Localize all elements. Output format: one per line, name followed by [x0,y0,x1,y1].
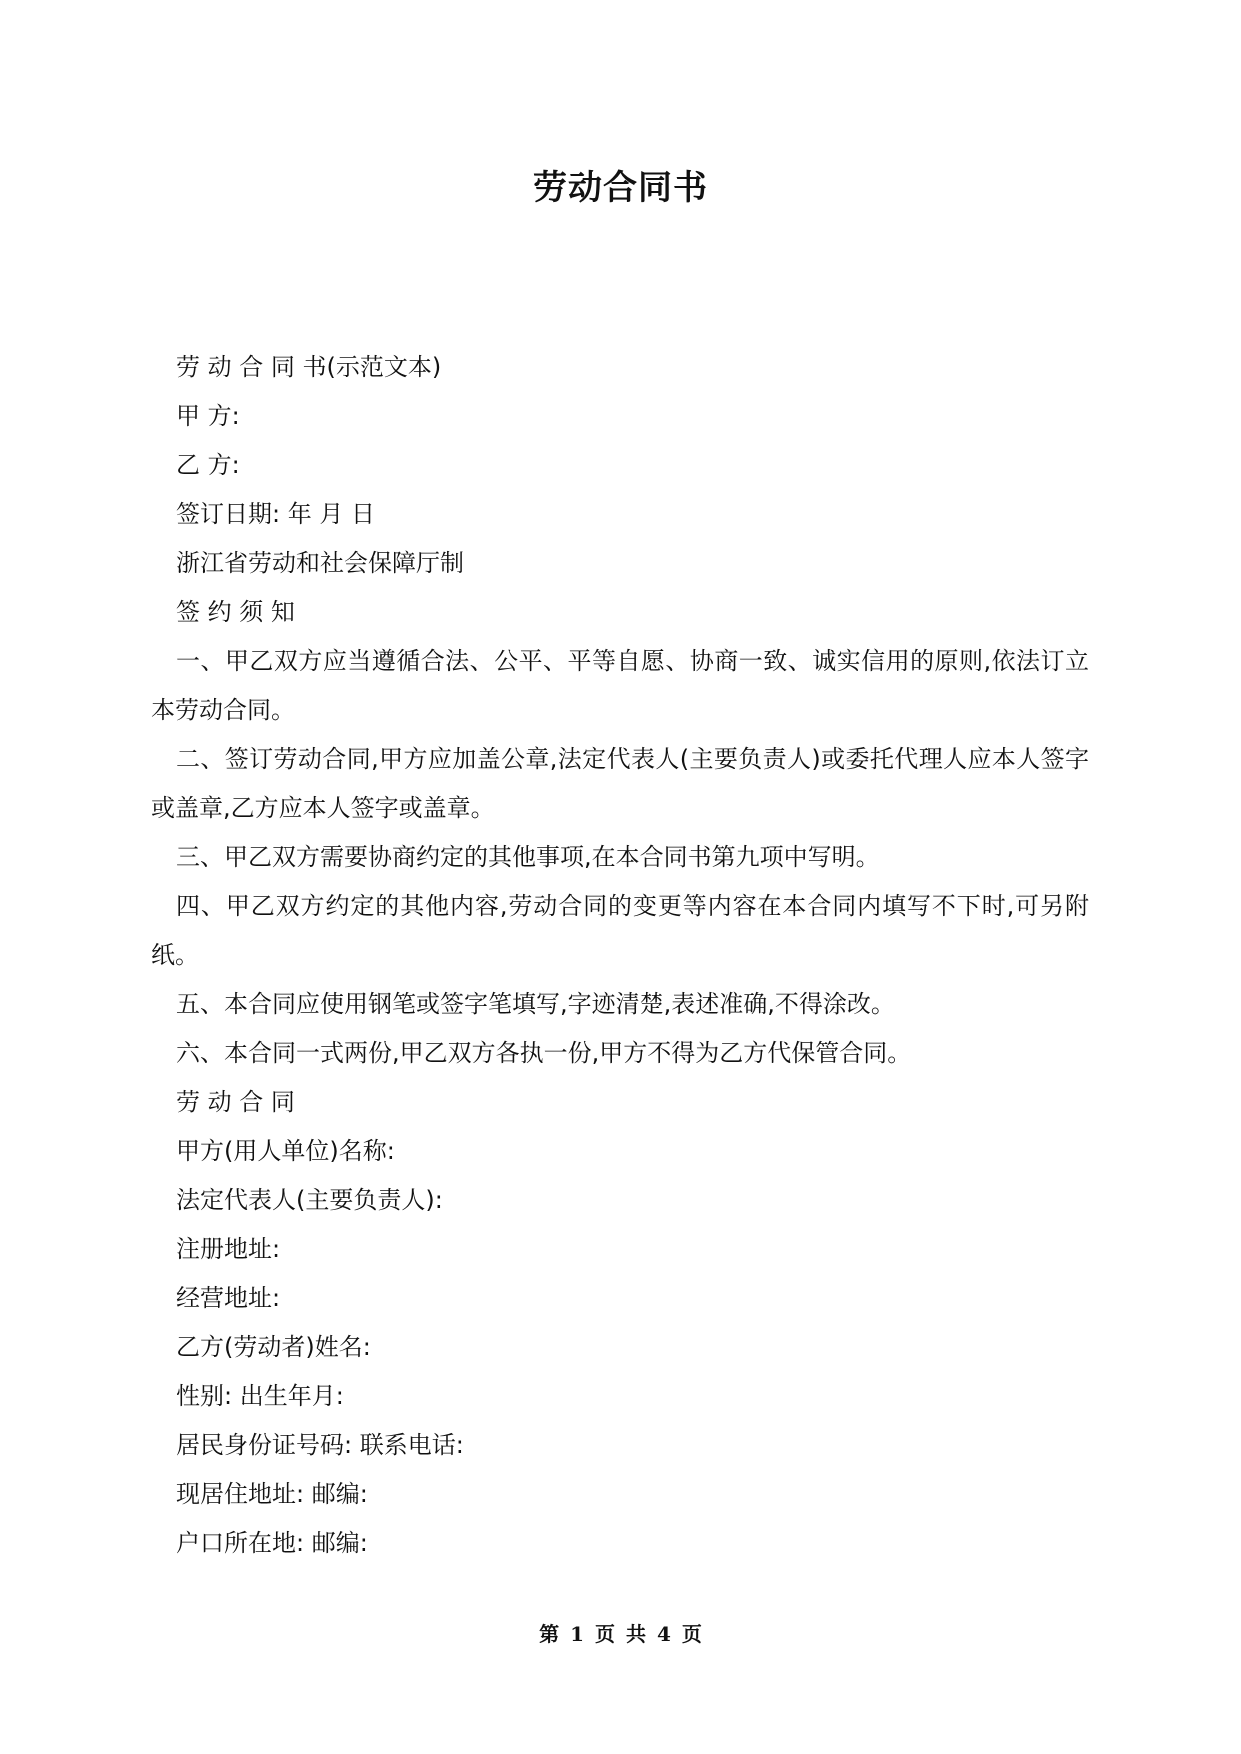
signing-notice-heading: 签 约 须 知 [176,598,295,626]
employer-name-field: 甲方(用人单位)名称: [176,1137,395,1165]
notice-item-6: 六、本合同一式两份,甲乙双方各执一份,甲方不得为乙方代保管合同。 [176,1039,912,1067]
gender-birth-field: 性别: 出生年月: [176,1382,344,1410]
contract-heading: 劳 动 合 同 [176,1088,295,1116]
page-number: 第 1 页 共 4 页 [539,1622,702,1646]
party-b-line: 乙 方: [176,451,240,479]
legal-representative-field: 法定代表人(主要负责人): [176,1186,443,1214]
registered-address-field: 注册地址: [176,1235,281,1263]
notice-item-3: 三、甲乙双方需要协商约定的其他事项,在本合同书第九项中写明。 [176,843,880,871]
document-body [151,343,1089,1568]
issuer-line: 浙江省劳动和社会保障厅制 [176,549,464,577]
notice-item-1: 一、甲乙双方应当遵循合法、公平、平等自愿、协商一致、诚实信用的原则,依法订立本劳动合同。 [151,647,1089,724]
business-address-field: 经营地址: [176,1284,281,1312]
id-phone-field: 居民身份证号码: 联系电话: [176,1431,464,1459]
document-title: 劳动合同书 [533,168,708,208]
notice-item-5: 五、本合同应使用钢笔或签字笔填写,字迹清楚,表述准确,不得涂改。 [176,990,895,1018]
cover-title-line: 劳 动 合 同 书(示范文本) [176,353,442,381]
current-address-field: 现居住地址: 邮编: [176,1480,368,1508]
household-registration-field: 户口所在地: 邮编: [176,1529,368,1557]
party-a-line: 甲 方: [176,402,240,430]
notice-item-2: 二、签订劳动合同,甲方应加盖公章,法定代表人(主要负责人)或委托代理人应本人签字或盖章,乙方应本人签字或盖章。 [151,745,1089,822]
employee-name-field: 乙方(劳动者)姓名: [176,1333,371,1361]
notice-item-4: 四、甲乙双方约定的其他内容,劳动合同的变更等内容在本合同内填写不下时,可另附纸。 [151,892,1089,969]
signing-date-line: 签订日期: 年 月 日 [176,500,375,528]
